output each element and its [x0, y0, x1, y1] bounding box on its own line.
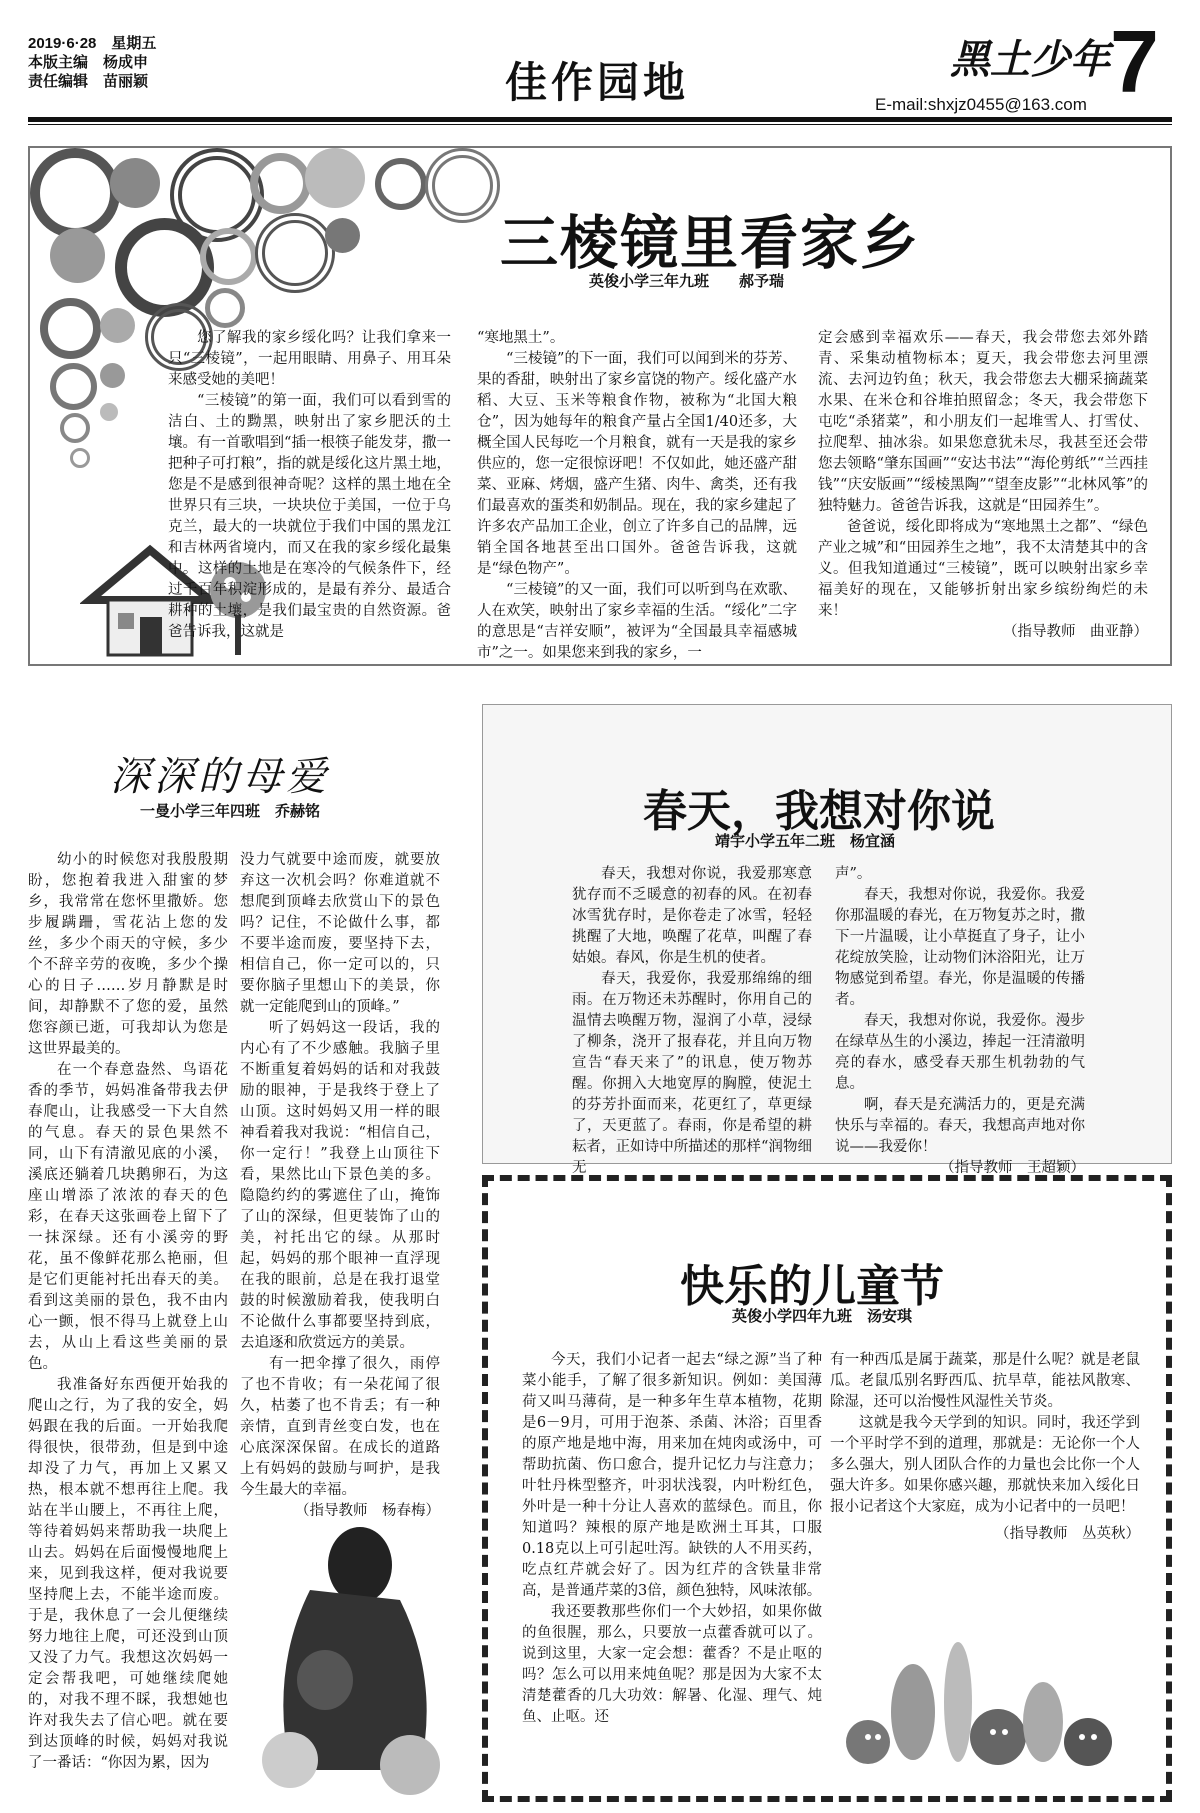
chief-editor: 本版主编 杨成申 — [28, 54, 149, 71]
article-byline-hometown: 英俊小学三年九班 郝予瑞 — [589, 272, 785, 290]
article-col-1 — [168, 328, 451, 643]
article-byline-mother: 一曼小学三年四班 乔赫铭 — [140, 802, 321, 820]
paragraph: “三棱镜”的又一面，我们可以听到鸟在欢歌、人在欢笑，映射出了家乡幸福的生活。“绥化”二字的意思是“吉祥安顺”，被评为“全国最具幸福感城市”之一。如果您来到我的家乡，一 — [477, 582, 797, 661]
article-col-1 — [28, 850, 228, 1774]
page-number: 7 — [1110, 12, 1159, 111]
header-rule — [28, 117, 1172, 122]
paragraph: 我还要教那些你们一个大妙招，如果你做的鱼很腥，那么，只要放一点藿香就可以了。说到这里，大家一定会想：藿香？不是止呕的吗？怎么可以用来炖鱼呢？那是因为大家不太清楚藿香的几大功效：解暑、化湿、理气、炖鱼、止呕。还 — [522, 1604, 822, 1725]
article-byline-spring: 靖宇小学五年二班 杨宜涵 — [715, 832, 896, 850]
teacher-credit: （指导教师 杨春梅） — [295, 1503, 440, 1519]
issue-date: 2019·6·28 星期五 — [28, 35, 157, 52]
header-rule-thin — [28, 124, 1172, 125]
paragraph: “寒地黑土”。 — [477, 330, 565, 346]
article-col-2 — [240, 850, 440, 1522]
article-byline-childrens-day: 英俊小学四年九班 汤安琪 — [732, 1307, 913, 1325]
article-col-1 — [522, 1350, 822, 1728]
paragraph: 有一把伞撑了很久，雨停了也不肯收；有一朵花闻了很久，枯萎了也不肯丢；有一种亲情，直到青丝变白发，也在心底深深保留。在成长的道路上有妈妈的鼓励与呵护，是我今生最大的幸福。 — [240, 1356, 440, 1498]
article-title-childrens-day: 快乐的儿童节 — [680, 1261, 944, 1312]
article-col-2 — [835, 864, 1085, 1179]
paragraph: 我准备好东西便开始我的爬山之行，为了我的安全，妈妈跟在我的后面。一开始我爬得很快，很带劲，但是到中途却没了力气，再加上又累又热，根本就不想再往上爬。我站在半山腰上，不再往上爬，等待着妈妈来帮助我一块爬上山去。妈妈在后面慢慢地爬上来，见到我这样，便对我说要坚持爬上去，不能半途而废。于是，我休息了一会儿便继续努力地往上爬，可还没到山顶又没了力气。我想这次妈妈一定会帮我吧，可她继续爬她的，对我不理不睬，我想她也许对我失去了信心吧。就在要到达顶峰的时候，妈妈对我说了一番话：“你因为累，因为 — [28, 1377, 228, 1771]
paragraph: 声”。 — [835, 866, 872, 882]
mother-child-silhouette — [250, 1510, 450, 1800]
paragraph: “三棱镜”的第一面，我们可以看到雪的洁白、土的黝黑，映射出了家乡肥沃的土壤。有一首歌唱到“插一根筷子能发芽，撒一把种子可打粮”，指的就是绥化这片黑土地，您是不是感到很神奇呢？这样的黑土地在全世界只有三块，一块块位于美国，一位于乌克兰，最大的一块就位于我们中国的黑龙江和吉林两省境内，而又在我的家乡绥化最集中。这样的土地是在寒冷的气候条件下，经过千百年积淀形成的，是最有养分、最适合耕种的土壤，是我们最宝贵的自然资源。爸爸告诉我，这就是 — [168, 393, 451, 640]
paragraph: “三棱镜”的下一面，我们可以闻到米的芬芳、果的香甜，映射出了家乡富饶的物产。绥化盛产水稻、大豆、玉米等粮食作物，被称为“北国大粮仓”，因为她每年的粮食产量占全国1/40还多，大概全国人民每吃一个月粮食，就有一天是我的家乡供应的，您一定很惊讶吧！不仅如此，她还盛产甜菜、亚麻、烤烟，盛产生猪、肉牛、禽类，还有我们最喜欢的蛋类和奶制品。现在，我的家乡建起了许多农产品加工企业，创立了许多自己的品牌，远销全国各地甚至出口国外。爸爸告诉我，这就是“绿色物产”。 — [477, 351, 797, 577]
paragraph: 啊，春天是充满活力的，更是充满快乐与幸福的。春天，我想高声地对你说——我爱你！ — [835, 1097, 1085, 1155]
article-title-hometown: 三棱镜里看家乡 — [500, 209, 921, 277]
article-title-mother: 深深的母爱 — [110, 754, 330, 800]
paragraph: 今天，我们小记者一起去“绿之源”当了种菜小能手，了解了很多新知识。例如：美国薄荷又叫马薄荷，是一种多年生草本植物，花期是6－9月，可用于泡茶、杀菌、沐浴；百里香的原产地是地中海，用来加在炖肉或汤中，可帮助抗菌、伤口愈合，提升记忆力与注意力；叶牡丹株型整齐，叶羽状浅裂，内叶粉红色，外叶是一种十分让人喜欢的蓝绿色。而且，你知道吗？辣根的原产地是欧洲土耳其，口服0.18克以上可引起吐泻。缺铁的人不用买药，吃点红芹就会好了。因为红芹的含铁量非常高，是普通芹菜的3倍，颜色独特，风味浓郁。 — [522, 1352, 822, 1599]
paragraph: 春天，我想对你说，我爱那寒意犹存而不乏暖意的初春的风。在初春冰雪犹存时，是你卷走了冰雪，轻轻挑醒了大地，唤醒了花草，叫醒了春姑娘。春风，你是生机的使者。 — [572, 866, 812, 966]
paragraph: 这就是我今天学到的知识。同时，我还学到一个平时学不到的道理，那就是：无论你一个人多么强大，别人团队合作的力量也会比你一个人强大许多。如果你感兴趣，那就快来加入绥化日报小记者这个大家庭，成为小记者中的一员吧！ — [830, 1415, 1140, 1515]
paragraph: 没力气就要中途而废，就要放弃这一次机会吗？你难道就不想爬到顶峰去欣赏山下的景色吗？记住，不论做什么事，都不要半途而废，要坚持下去，相信自己，你一定可以的，只要你脑子里想山下的美景，你就一定能爬到山的顶峰。” — [240, 852, 440, 1015]
contact-email: E-mail:shxjz0455@163.com — [875, 95, 1087, 114]
paragraph: 春天，我爱你，我爱那绵绵的细雨。在万物还未苏醒时，你用自己的温情去唤醒万物，湿润了小草，浸绿了柳条，浇开了报春花，并且向万物宣告“春天来了”的讯息，使万物苏醒。你拥入大地宽厚的胸膛，使泥土的芬芳扑面而来，花更红了，草更绿了，天更蓝了。春雨，你是希望的耕耘者，正如诗中所描述的那样“润物细无 — [572, 971, 812, 1176]
article-col-1 — [572, 864, 812, 1179]
vegetables-illustration — [838, 1632, 1128, 1782]
paragraph: 您了解我的家乡绥化吗？让我们拿来一只“三棱镜”，一起用眼睛、用鼻子、用耳朵来感受她的美吧！ — [168, 330, 451, 388]
teacher-credit: （指导教师 王超颖） — [940, 1160, 1085, 1176]
duty-editor: 责任编辑 苗丽颖 — [28, 73, 149, 90]
paragraph: 春天，我想对你说，我爱你。我爱你那温暖的春光，在万物复苏之时，撒下一片温暖，让小草挺直了身子，让小花绽放笑脸，让动物们沐浴阳光，让万物感觉到希望。春光，你是温暖的传播者。 — [835, 887, 1085, 1008]
paragraph: 春天，我想对你说，我爱你。漫步在绿草丛生的小溪边，捧起一汪清澈明亮的春水，感受春天那生机勃勃的气息。 — [835, 1013, 1085, 1092]
issue-meta — [28, 34, 156, 91]
paragraph: 在一个春意盎然、鸟语花香的季节，妈妈准备带我去伊春爬山，让我感受一下大自然的气息。春天的景色果然不同，山下有清澈见底的小溪，溪底还躺着几块鹅卵石，为这座山增添了浓浓的春天的色彩，在春天这张画卷上留下了一抹深绿。还有小溪旁的野花，虽不像鲜花那么艳丽，但是它们更能衬托出春天的美。看到这美丽的景色，我不由内心一颤，恨不得马上就登上山去，从山上看这些美丽的景色。 — [28, 1062, 228, 1372]
paragraph: 听了妈妈这一段话，我的内心有了不少感触。我脑子里不断重复着妈妈的话和对我鼓励的眼神，于是我终于登上了山顶。这时妈妈又用一样的眼神看着我对我说：“相信自己，你一定行！”我登上山顶往下看，果然比山下景色美的多。隐隐约约的雾遮住了山，掩饰了山的深绿，但更装饰了山的美，衬托出它的绿。从那时起，妈妈的那个眼神一直浮现在我的眼前，总是在我打退堂鼓的时候激励着我，使我明白不论做什么事都要坚持到底，去追逐和欣赏远方的美景。 — [240, 1020, 440, 1351]
paragraph: 有一种西瓜是属于蔬菜，那是什么呢？就是老鼠瓜。老鼠瓜别名野西瓜、抗旱草，能祛风散寒、除湿，还可以治慢性风湿性关节炎。 — [830, 1352, 1140, 1410]
article-col-3 — [818, 328, 1148, 643]
article-col-2 — [830, 1350, 1140, 1545]
article-title-spring: 春天，我想对你说 — [643, 786, 995, 837]
masthead-logo: 黑土少年 — [950, 36, 1110, 83]
teacher-credit: （指导教师 曲亚静） — [1003, 624, 1148, 640]
section-title: 佳作园地 — [505, 58, 690, 107]
paragraph: 幼小的时候您对我殷殷期盼，您抱着我进入甜蜜的梦乡，我常常在您怀里撒娇。您步履蹒跚，雪花沾上您的发丝，多少个雨天的守候，多少个不辞辛劳的夜晚，多少个操心的日子……岁月静默是时间，却静默不了您的爱，虽然您容颜已逝，可我却认为您是这世界最美的。 — [28, 852, 228, 1057]
teacher-credit: （指导教师 丛英秋） — [995, 1526, 1140, 1542]
paragraph: 爸爸说，绥化即将成为“寒地黑土之都”、“绿色产业之城”和“田园养生之地”，我不太清楚其中的含义。但我知道通过“三棱镜”，既可以映射出家乡幸福美好的现在，又能够折射出家乡缤纷绚烂的未来！ — [818, 519, 1148, 619]
paragraph: 定会感到幸福欢乐——春天，我会带您去郊外踏青、采集动植物标本；夏天，我会带您去河里漂流、去河边钓鱼；秋天，我会带您去大棚采摘蔬菜水果、在米仓和谷堆拍照留念；冬天，我会带您下屯吃“杀猪菜”，和小朋友们一起堆雪人、打雪仗、拉爬犁、抽冰尜。如果您意犹未尽，我甚至还会带您去领略“肇东国画”“安达书法”“海伦剪纸”“兰西挂钱”“庆安版画”“绥棱黑陶”“望奎皮影”“北林风筝”的独特魅力。爸爸告诉我，这就是“田园养生”。 — [818, 330, 1148, 514]
article-col-2 — [477, 328, 797, 664]
